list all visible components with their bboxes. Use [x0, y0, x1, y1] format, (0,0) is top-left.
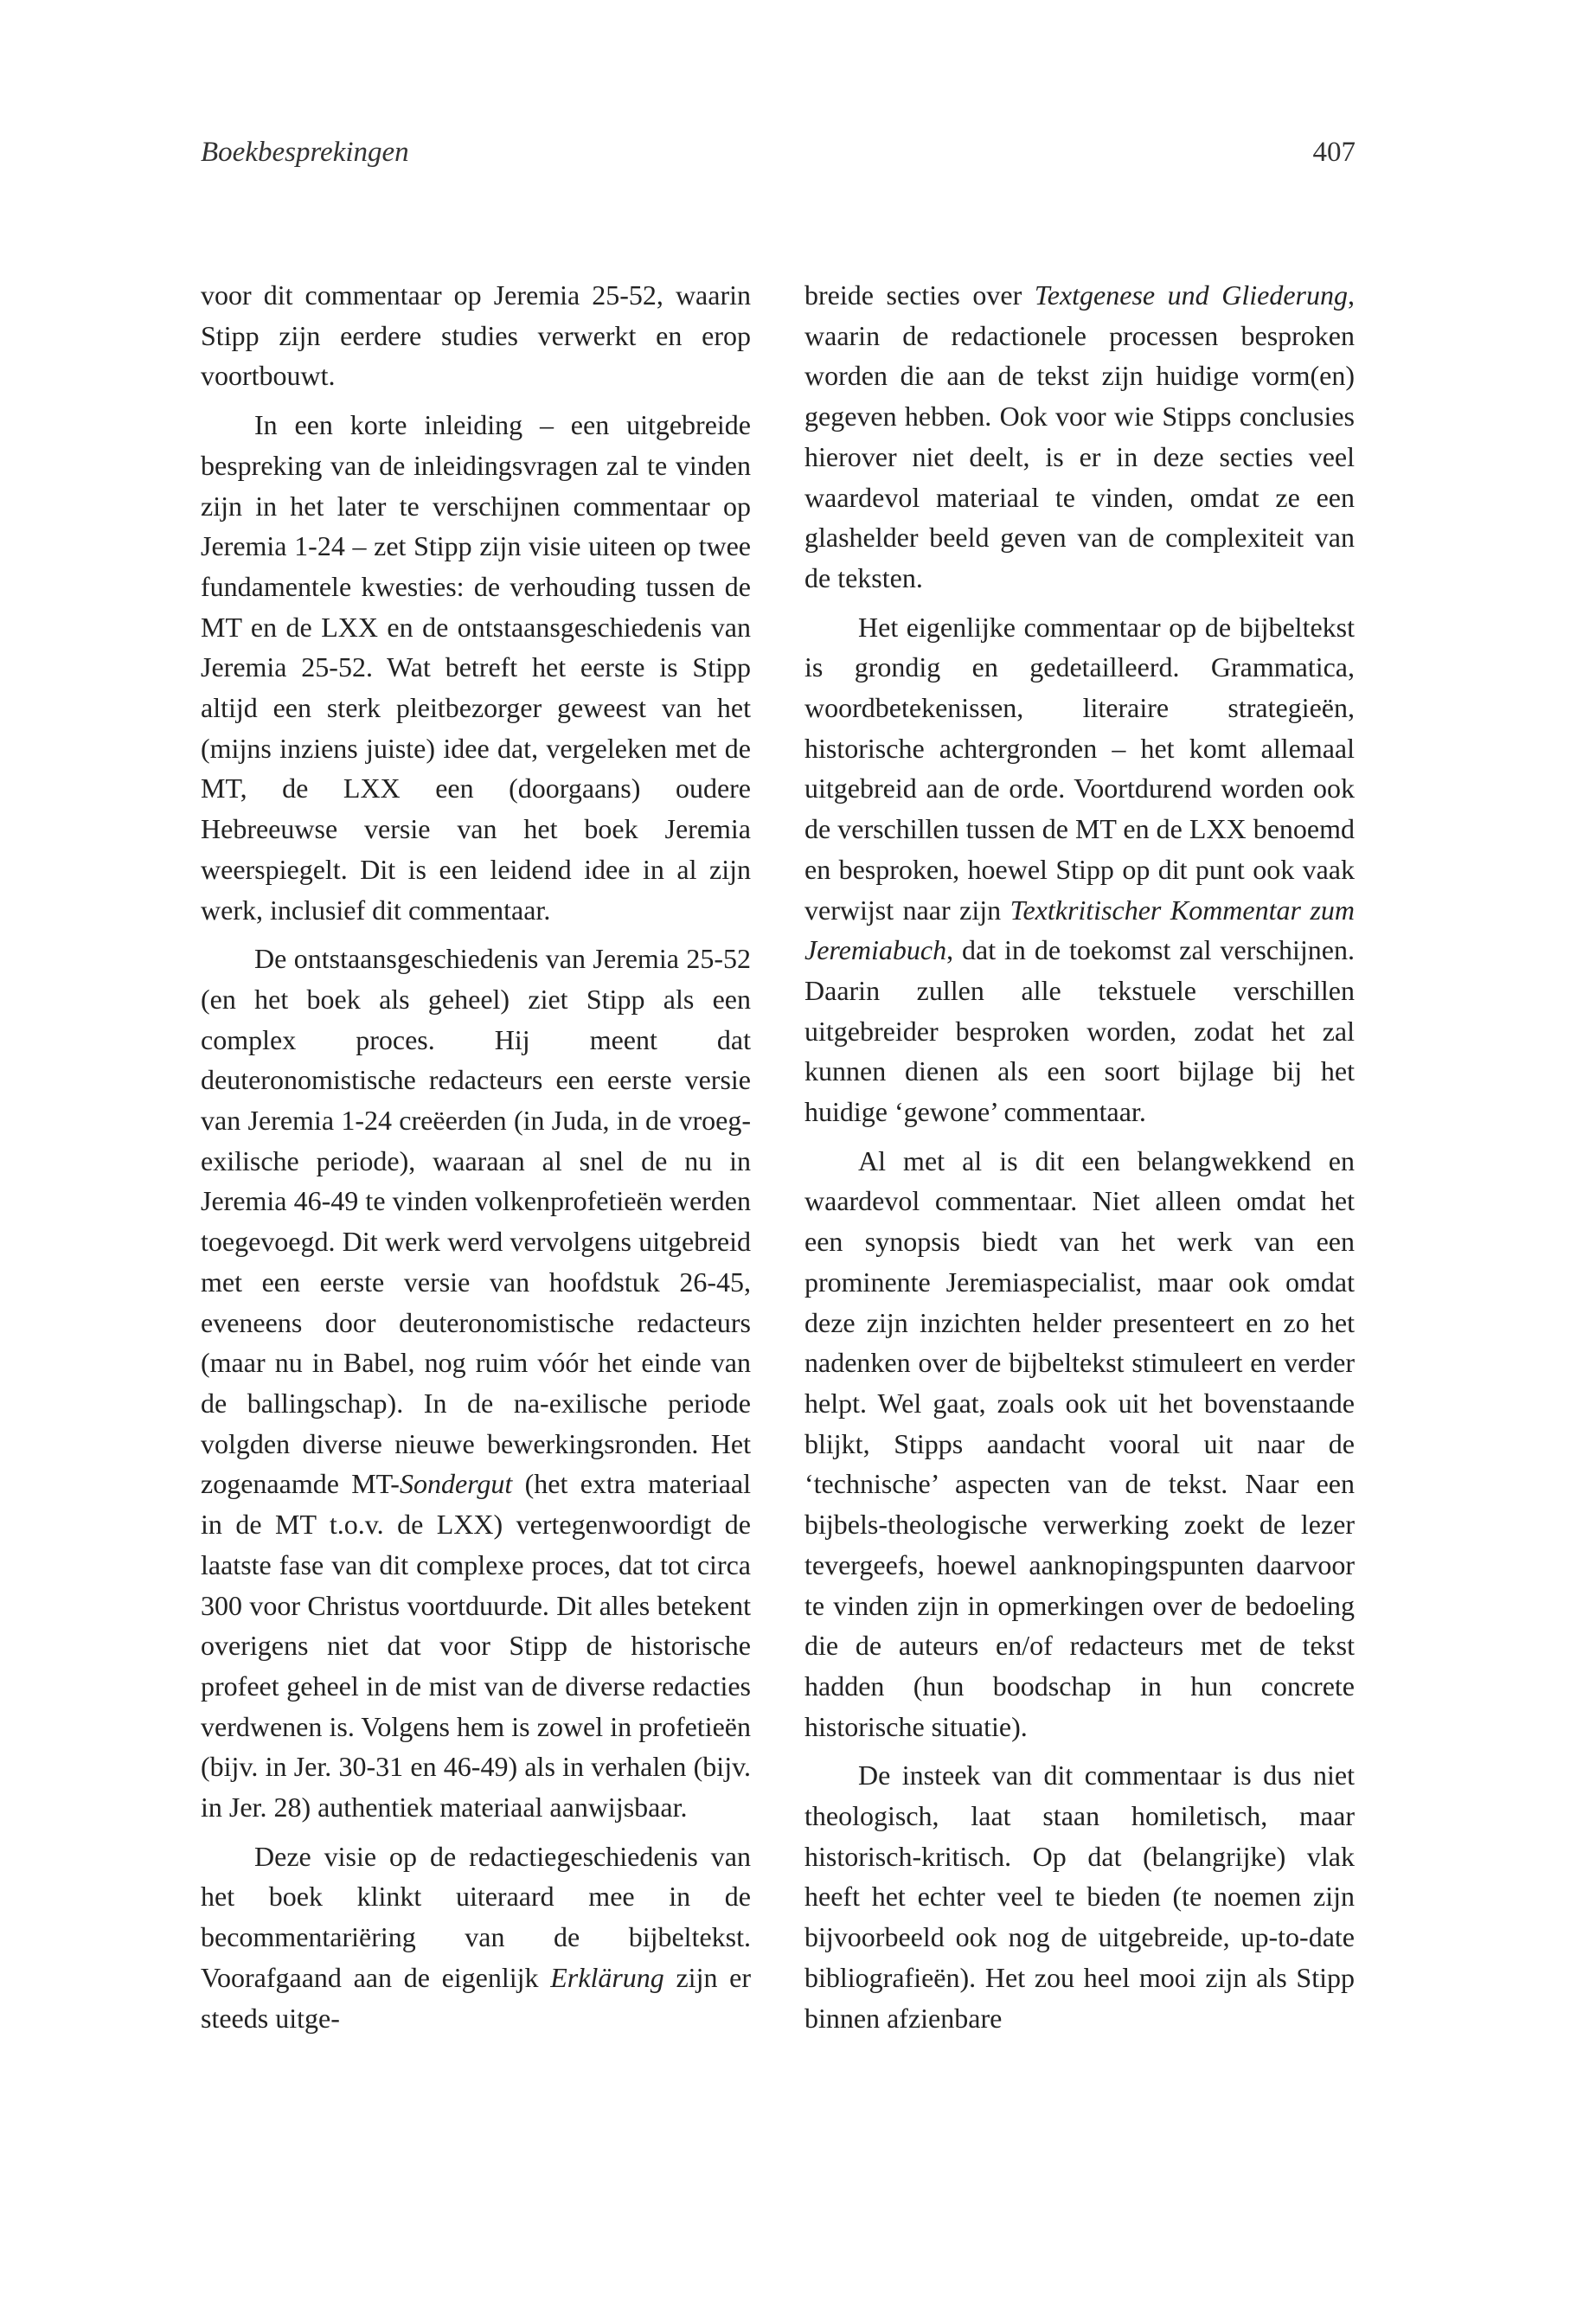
italic-term: Sondergut [399, 1468, 513, 1500]
paragraph: Al met al is dit een belangwekkend en waardevol commentaar. Niet alleen omdat het een synopsis biedt van het werk van een prominente Jeremiaspecialist, maar ook omdat deze zijn inzichten helder presenteert en zo het nadenken over de bijbeltekst stimuleert en verder helpt. Wel gaat, zoals ook uit het bovenstaande blijkt, Stipps aandacht vooral uit naar de ‘technische’ aspecten van de tekst. Naar een bijbels-theologische verwerking zoekt de lezer tevergeefs, hoewel aanknopingspunten daarvoor te vinden zijn in opmerkingen over de bedoeling die de auteurs en/of redacteurs met de tekst hadden (hun boodschap in hun concrete historische situatie). [804, 1144, 1355, 1742]
italic-term: Textkritischer Kommentar zum Jeremiabuch [804, 894, 1356, 966]
text-run: De ontstaansgeschiedenis van Jeremia 25-52 (en het boek als geheel) ziet Stipp als een complex proces. Hij meent dat deuteronomistische redacteurs een eerste versie van Jeremia 1-24 creëerden (in Juda, in de vroeg-exilische periode), waaraan al snel de nu in Jeremia 46-49 te vinden volkenprofetieën werden toegevoegd. Dit werk werd vervolgens uitgebreid met een eerste versie van hoofdstuk 26-45, eveneens door deuteronomistische redacteurs (maar nu in Babel, nog ruim vóór het einde van de ballingschap). In de na-exilische periode volgden diverse nieuwe bewerkingsronden. Het zogenaamde MT- [201, 943, 751, 1500]
paragraph: In een korte inleiding – een uitgebreide bespreking van de inleidingsvragen zal te vinden zijn in het later te verschijnen commentaar op Jeremia 1-24 – zet Stipp zijn visie uiteen op twee fundamentele kwesties: de verhouding tussen de MT en de LXX en de ontstaansgeschiedenis van Jeremia 25-52. Wat betreft het eerste is Stipp altijd een sterk pleitbezorger geweest van het (mijns inziens juiste) idee dat, vergeleken met de MT, de LXX een (doorgaans) oudere Hebreeuwse versie van het boek Jeremia weerspiegelt. Dit is een leidend idee in al zijn werk, inclusief dit commentaar. [201, 409, 751, 926]
paragraph: voor dit commentaar op Jeremia 25-52, waarin Stipp zijn eerdere studies verwerkt en erop voortbouwt. [201, 279, 751, 392]
text-run: zijn er steeds uitge- [201, 1961, 751, 2034]
text-run: (het extra materiaal in de MT t.o.v. de LXX) vertegenwoordigt de laatste fase van dit complexe proces, dat tot circa 300 voor Christus voortduurde. Dit alles betekent overigens niet dat voor Stipp de historische profeet geheel in de mist van de diverse redacties verdwenen is. Volgens hem is zowel in profetieën (bijv. in Jer. 30-31 en 46-49) als in verhalen (bijv. in Jer. 28) authentiek materiaal aanwijsbaar. [201, 1468, 752, 1823]
text-run: breide secties over [804, 279, 1035, 311]
text-run: Deze visie op de redactiegeschiedenis van het boek klinkt uiteraard mee in de becommentariëring van de bijbeltekst. Voorafgaand aan de eigenlijk [201, 1840, 751, 1993]
running-head: Boekbesprekingen [201, 137, 409, 168]
page-number: 407 [1312, 137, 1356, 168]
text-run: , waarin de redactionele processen besproken worden die aan de tekst zijn huidige vorm(en) gegeven hebben. Ook voor wie Stipps conclusies hierover niet deelt, is er in deze secties veel waardevol materiaal te vinden, omdat ze een glashelder beeld geven van de complexiteit van de teksten. [804, 279, 1356, 593]
italic-term: Textgenese und Gliederung [1034, 279, 1349, 311]
text-run: , dat in de toekomst zal verschijnen. Daarin zullen alle tekstuele verschillen uitgebreider besproken worden, zodat het zal kunnen dienen als een soort bijlage bij het huidige ‘gewone’ commentaar. [804, 934, 1355, 1128]
right-column [804, 275, 1355, 2047]
paragraph [804, 607, 1355, 1132]
paragraph [201, 1836, 751, 2039]
italic-term: Erklärung [550, 1961, 664, 1993]
left-column [201, 275, 751, 2047]
paragraph [201, 939, 751, 1827]
text-run: Het eigenlijke commentaar op de bijbeltekst is grondig en gedetailleerd. Grammatica, woordbetekenissen, literaire strategieën, historische achtergronden – het komt allemaal uitgebreid aan de orde. Voortdurend worden ook de verschillen tussen de MT en de LXX benoemd en besproken, hoewel Stipp op dit punt ook vaak verwijst naar zijn [804, 611, 1355, 926]
paragraph: De insteek van dit commentaar is dus niet theologisch, laat staan homiletisch, maar historisch-kritisch. Op dat (belangrijke) vlak heeft het echter veel te bieden (te noemen zijn bijvoorbeeld ook nog de uitgebreide, up-to-date bibliografieën). Het zou heel mooi zijn als Stipp binnen afzienbare [804, 1759, 1355, 2034]
paragraph [804, 275, 1355, 599]
